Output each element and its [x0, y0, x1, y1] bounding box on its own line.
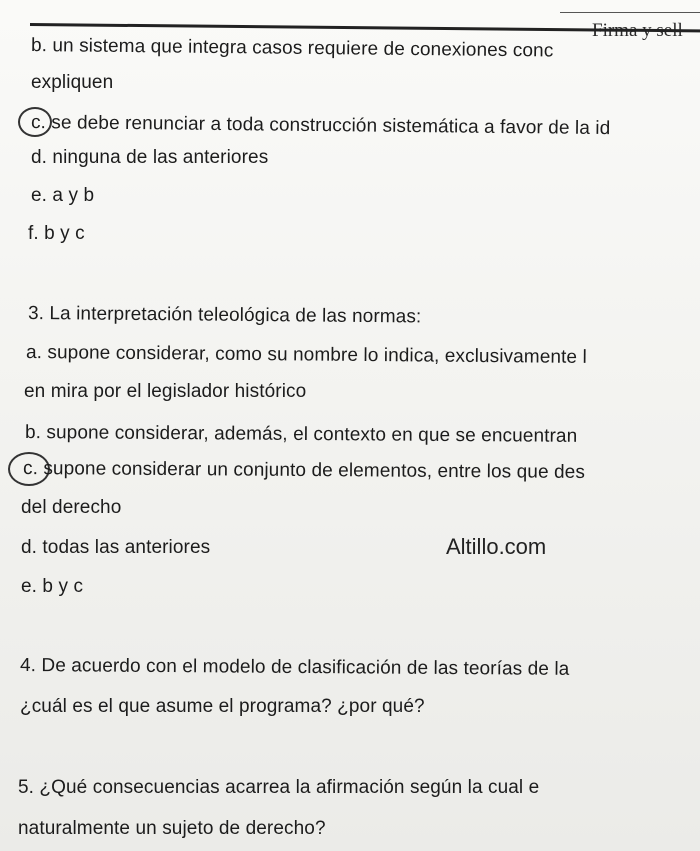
- q3-option-d: d. todas las anteriores: [21, 537, 211, 558]
- q3-option-b: b. supone considerar, además, el contexto en que se encuentran: [24, 422, 578, 447]
- q3-option-a: a. supone considerar, como su nombre lo indica, exclusivamente l: [25, 342, 587, 368]
- q5-text-line-1: 5. ¿Qué consecuencias acarrea la afirmación según la cual e: [18, 777, 540, 798]
- q3-option-e: e. b y c: [21, 576, 84, 597]
- q4-text-line-2: ¿cuál es el que asume el programa? ¿por qué?: [20, 696, 425, 717]
- q2-option-b: b. un sistema que integra casos requiere de conexiones conc: [30, 35, 554, 62]
- q2-option-f: f. b y c: [28, 223, 85, 244]
- q5-text-line-2: naturalmente un sujeto de derecho?: [18, 818, 326, 839]
- q2-option-c: c. se debe renunciar a toda construcción sistemática a favor de la id: [30, 112, 611, 140]
- watermark: Altillo.com: [446, 534, 547, 559]
- q2-option-d: d. ninguna de las anteriores: [31, 147, 269, 168]
- q2-option-e: e. a y b: [31, 185, 95, 206]
- q3-option-c: c. supone considerar un conjunto de elementos, entre los que des: [22, 458, 586, 483]
- q3-option-a-continued: en mira por el legislador histórico: [24, 381, 307, 402]
- q3-title: 3. La interpretación teleológica de las normas:: [27, 303, 422, 328]
- q4-text-line-1: 4. De acuerdo con el modelo de clasificación de las teorías de la: [19, 655, 570, 680]
- signature-line: [560, 12, 700, 13]
- q2-option-b-continued: expliquen: [31, 72, 114, 93]
- q3-option-c-continued: del derecho: [21, 497, 122, 518]
